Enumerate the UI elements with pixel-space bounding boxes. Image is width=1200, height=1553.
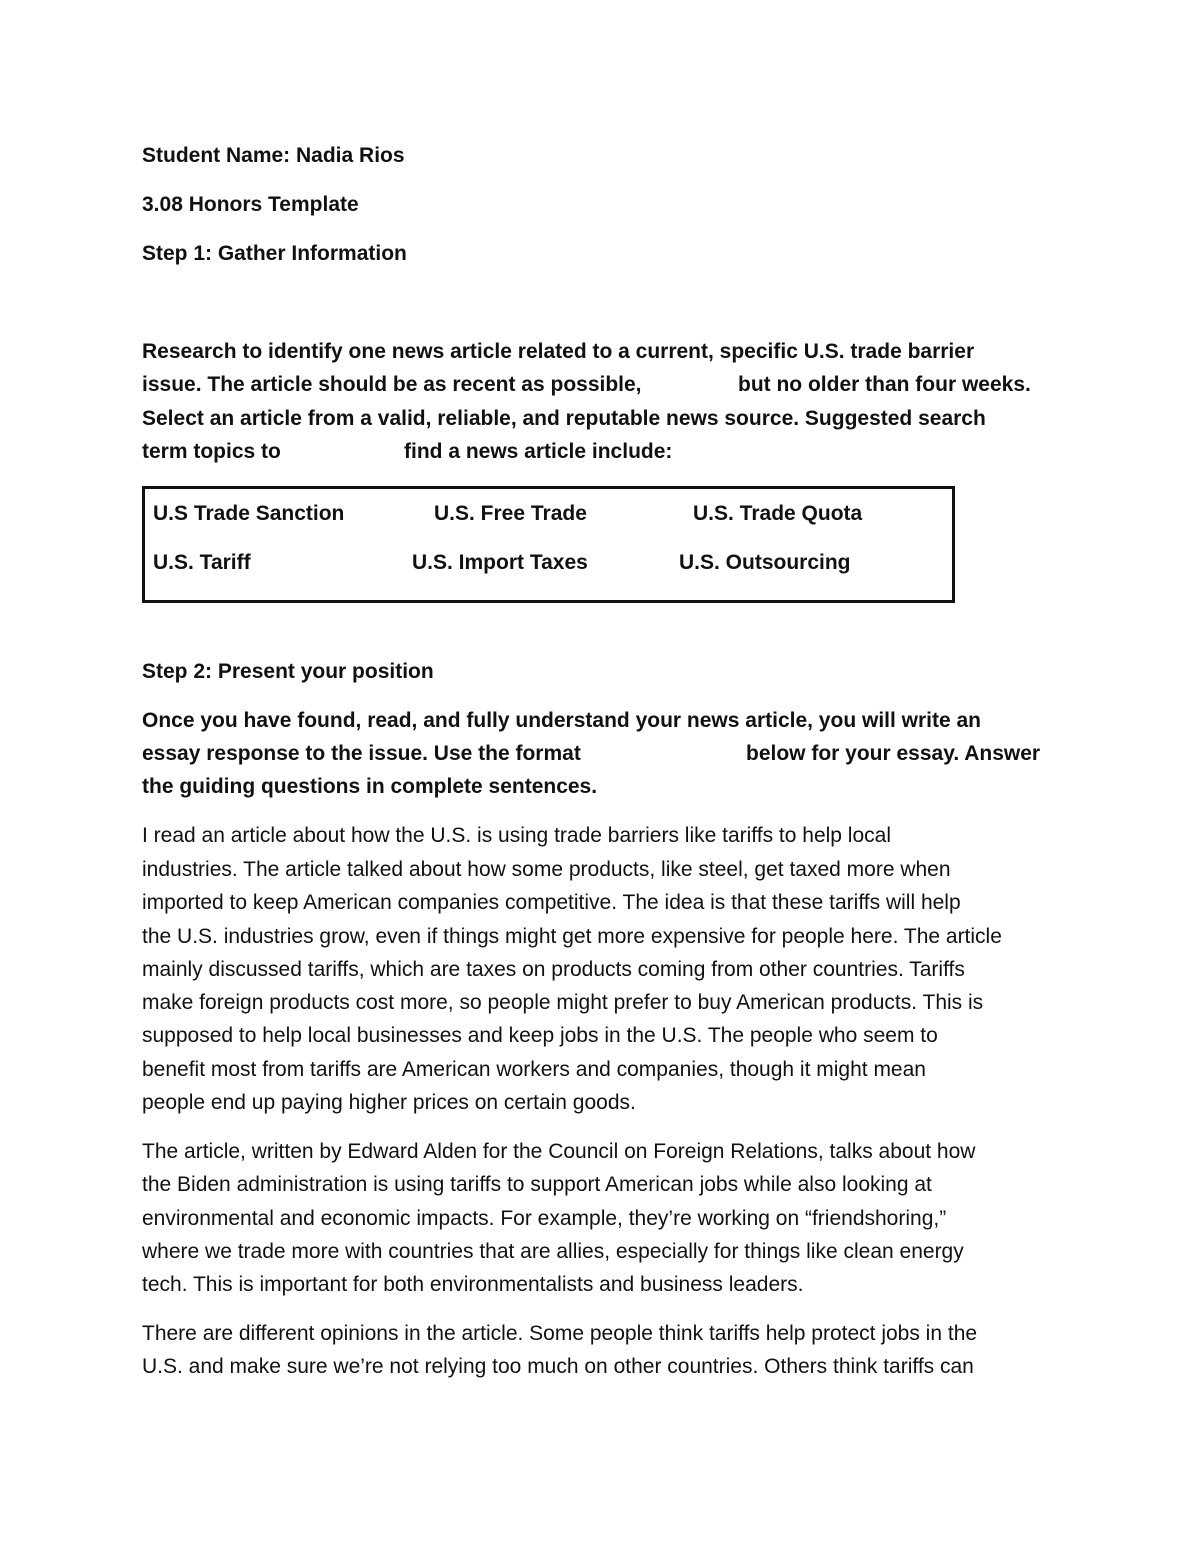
student-name: Student Name: Nadia Rios: [142, 144, 405, 167]
step2-instruction-line-1: Once you have found, read, and fully understand your news article, you will write an: [142, 709, 982, 732]
essay-p1-line-2: industries. The article talked about how some products, like steel, get taxed more when: [142, 858, 951, 881]
topic-import-taxes: U.S. Import Taxes: [412, 551, 588, 574]
step2-instruction-line-3: the guiding questions in complete sentences.: [142, 775, 598, 798]
essay-p1-line-1: I read an article about how the U.S. is using trade barriers like tariffs to help local: [142, 824, 891, 847]
essay-p2-line-2: the Biden administration is using tariffs to support American jobs while also looking at: [142, 1173, 932, 1196]
essay-p2-line-3: environmental and economic impacts. For example, they’re working on “friendshoring,”: [142, 1207, 947, 1230]
essay-p2-line-4: where we trade more with countries that are allies, especially for things like clean energy: [142, 1240, 964, 1263]
essay-p2-line-1: The article, written by Edward Alden for the Council on Foreign Relations, talks about how: [142, 1140, 976, 1163]
essay-p1-line-3: imported to keep American companies competitive. The idea is that these tariffs will help: [142, 891, 961, 914]
step1-instruction-line-2b: but no older than four weeks.: [738, 373, 1031, 396]
search-topics-box: [142, 486, 955, 603]
topic-trade-quota: U.S. Trade Quota: [693, 502, 863, 525]
essay-p1-line-4: the U.S. industries grow, even if things might get more expensive for people here. The article: [142, 925, 1002, 948]
step1-instruction-line-1: Research to identify one news article related to a current, specific U.S. trade barrier: [142, 340, 975, 363]
essay-p1-line-6: make foreign products cost more, so people might prefer to buy American products. This is: [142, 991, 984, 1014]
topic-tariff: U.S. Tariff: [153, 551, 251, 574]
essay-p1-line-7: supposed to help local businesses and keep jobs in the U.S. The people who seem to: [142, 1024, 938, 1047]
step1-instruction-line-4b: find a news article include:: [404, 440, 673, 463]
step1-instruction-line-4a: term topics to: [142, 440, 281, 463]
essay-p2-line-5: tech. This is important for both environmentalists and business leaders.: [142, 1273, 804, 1296]
essay-p3-line-1: There are different opinions in the article. Some people think tariffs help protect jobs in the: [142, 1322, 978, 1345]
step1-heading: Step 1: Gather Information: [142, 242, 407, 265]
step2-instruction-line-2b: below for your essay. Answer: [746, 742, 1041, 765]
essay-p1-line-5: mainly discussed tariffs, which are taxes on products coming from other countries. Tariffs: [142, 958, 965, 981]
essay-p1-line-9: people end up paying higher prices on certain goods.: [142, 1091, 636, 1114]
step1-instruction-line-2a: issue. The article should be as recent as possible,: [142, 373, 642, 396]
step2-instruction-line-2a: essay response to the issue. Use the format: [142, 742, 581, 765]
step2-heading: Step 2: Present your position: [142, 660, 434, 683]
essay-p3-line-2: U.S. and make sure we’re not relying too much on other countries. Others think tariffs can: [142, 1355, 974, 1378]
topic-trade-sanction: U.S Trade Sanction: [153, 502, 345, 525]
essay-p1-line-8: benefit most from tariffs are American workers and companies, though it might mean: [142, 1058, 926, 1081]
topic-free-trade: U.S. Free Trade: [434, 502, 587, 525]
step1-instruction-line-3: Select an article from a valid, reliable, and reputable news source. Suggested search: [142, 407, 986, 430]
template-title: 3.08 Honors Template: [142, 193, 359, 216]
topic-outsourcing: U.S. Outsourcing: [679, 551, 851, 574]
